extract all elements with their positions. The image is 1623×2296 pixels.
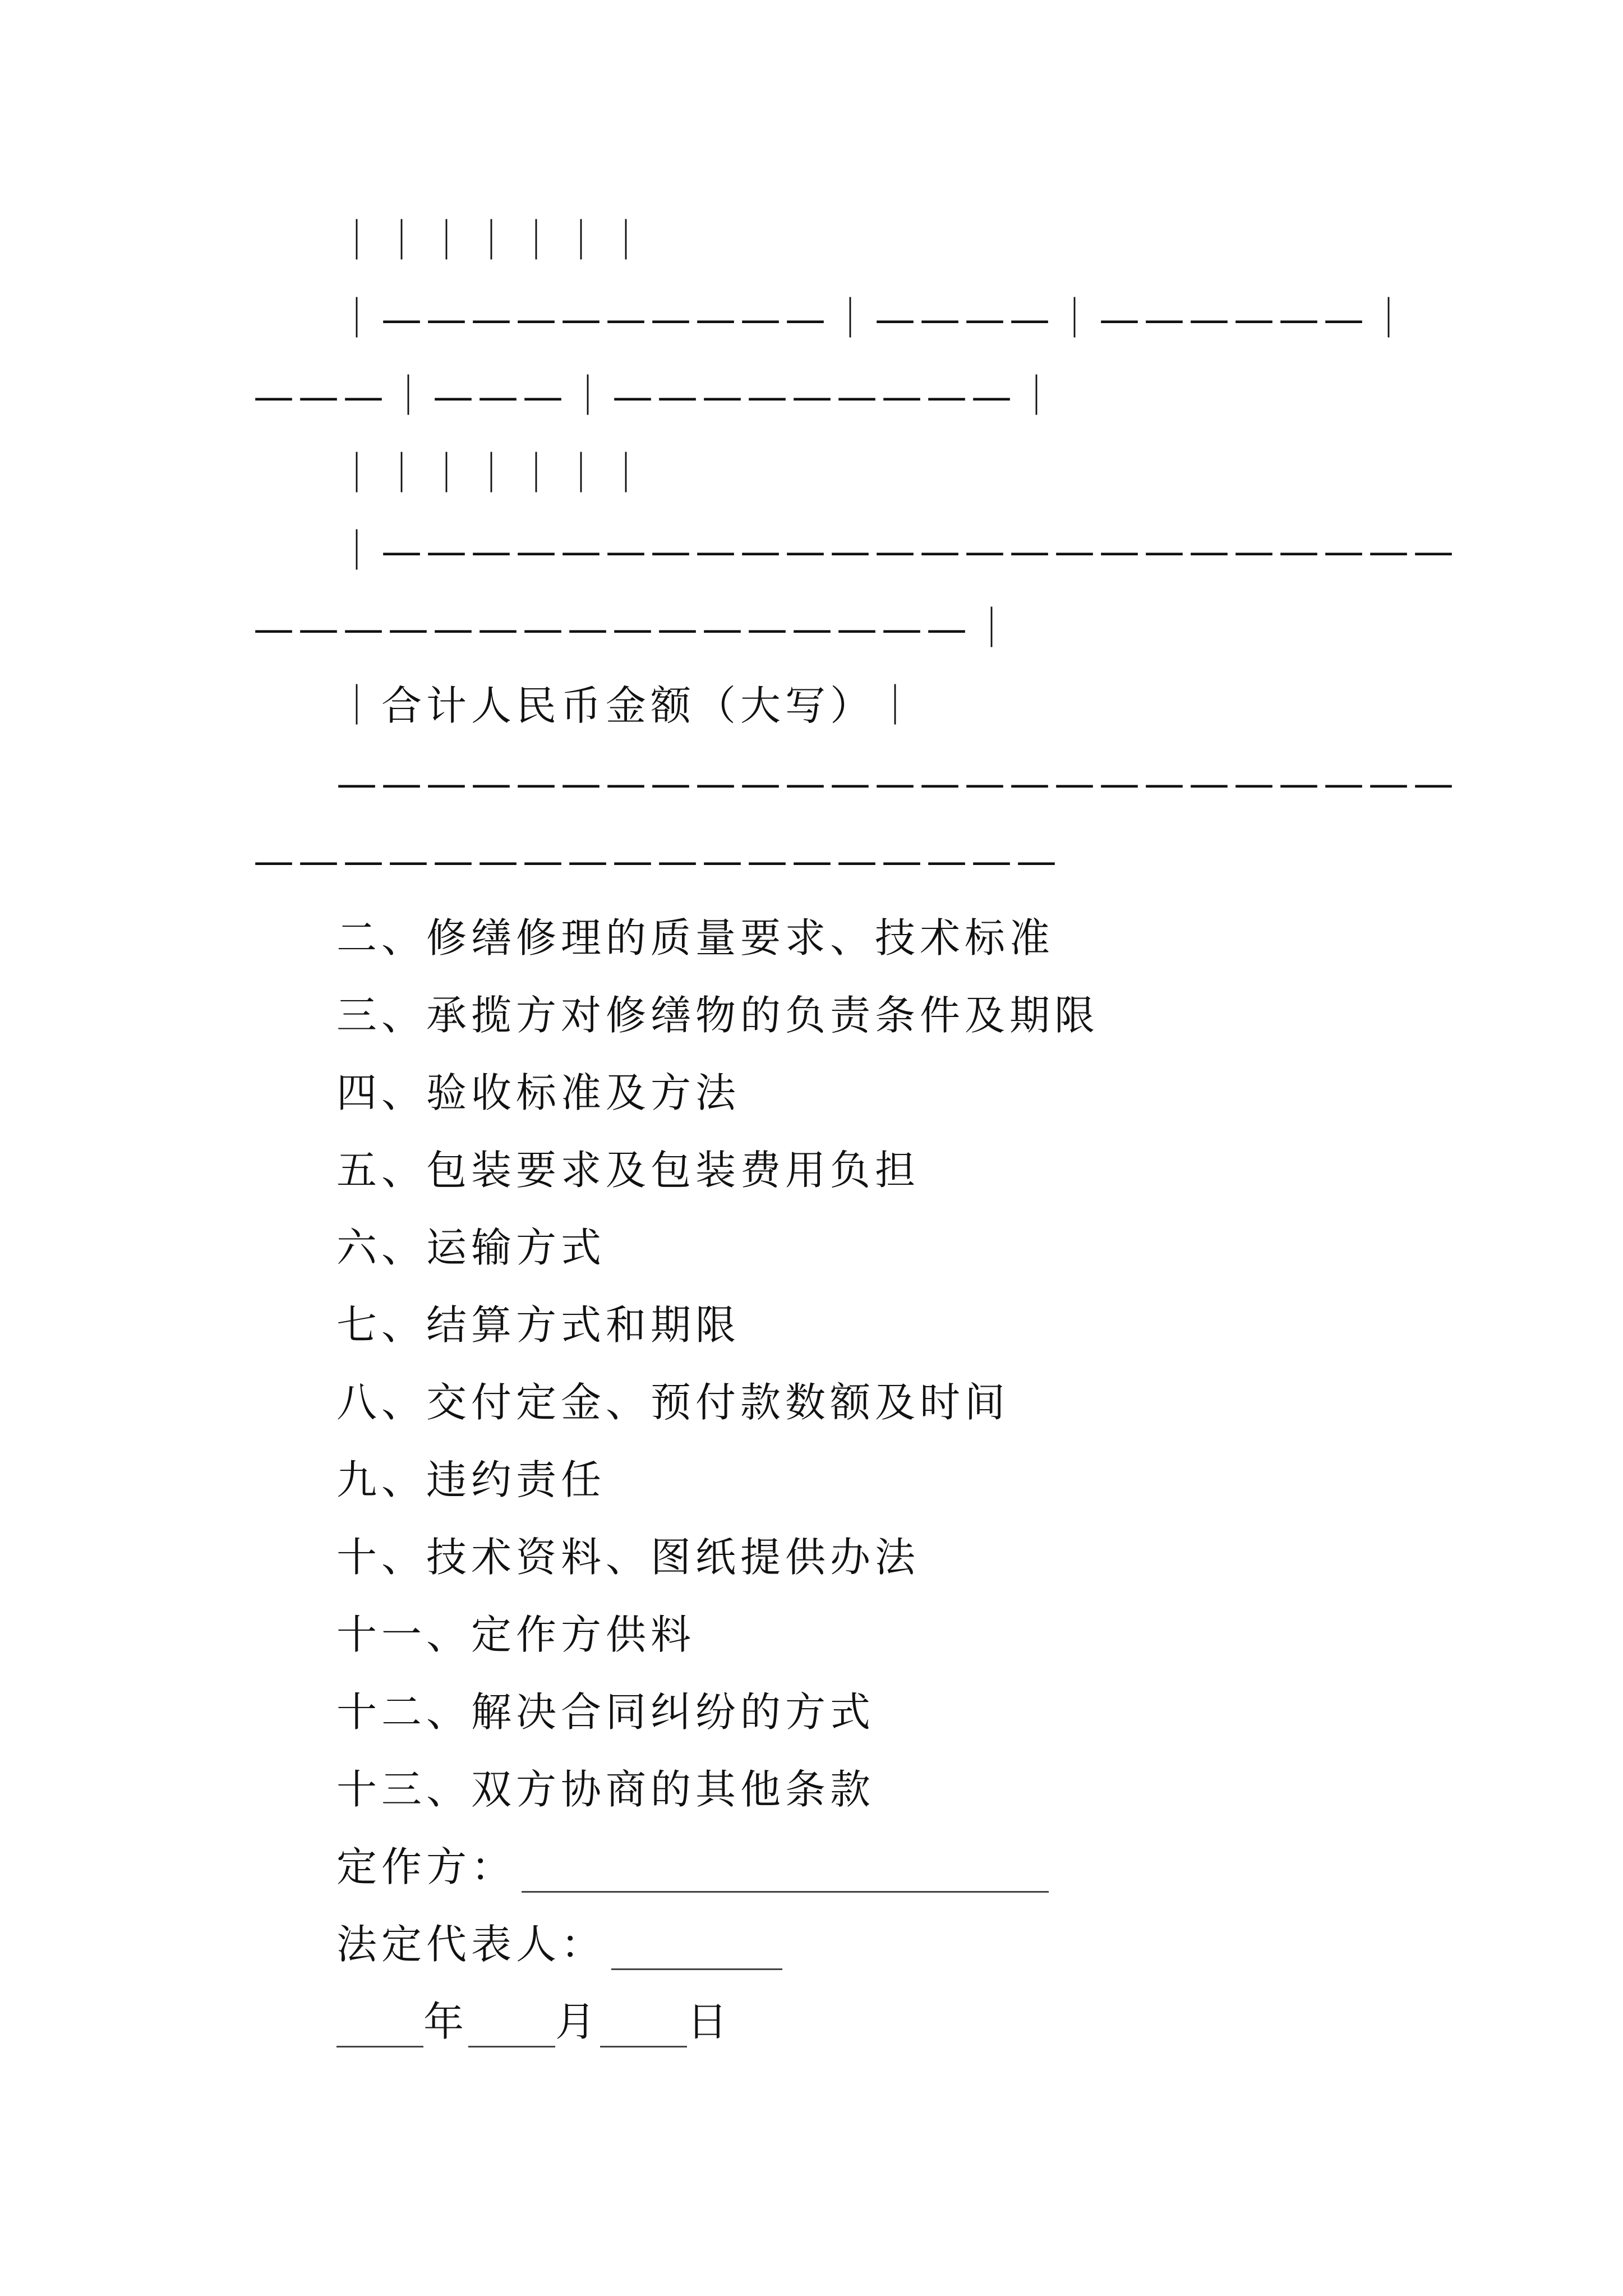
- year-blank-field[interactable]: [336, 2007, 423, 2047]
- day-blank-field[interactable]: [600, 2007, 687, 2047]
- day-label: 日: [687, 1998, 732, 2045]
- table-border-line: ————————————————｜: [253, 605, 1016, 652]
- clause-item: 七、结算方式和期限: [336, 1301, 741, 1349]
- clause-item: 六、运输方式: [336, 1224, 606, 1271]
- clause-item: 十二、解决合同纠纷的方式: [336, 1688, 875, 1736]
- clause-item: 四、验收标准及方法: [336, 1069, 741, 1116]
- table-border-line: ———｜———｜—————————｜: [253, 372, 1061, 420]
- clause-item: 十三、双方协商的其他条款: [336, 1766, 875, 1813]
- table-border-line: ｜｜｜｜｜｜｜: [336, 217, 651, 264]
- party-label: 定作方：: [336, 1843, 517, 1890]
- table-total-row: ｜合计人民币金额（大写）｜: [336, 682, 920, 729]
- table-border-line: ｜————————————————————————: [336, 527, 1458, 574]
- rep-signature-row: [336, 1918, 782, 1970]
- clause-item: 三、承揽方对修缮物的负责条件及期限: [336, 992, 1100, 1039]
- month-label: 月: [555, 1998, 601, 2045]
- table-border-line: —————————————————————————: [336, 760, 1458, 807]
- year-label: 年: [423, 1998, 469, 2045]
- table-border-line: ｜｜｜｜｜｜｜: [336, 450, 651, 497]
- rep-label: 法定代表人：: [336, 1921, 606, 1968]
- table-border-line: ｜——————————｜————｜——————｜: [336, 295, 1413, 342]
- rep-blank-field[interactable]: [611, 1929, 782, 1970]
- clause-item: 十、技术资料、图纸提供办法: [336, 1534, 920, 1581]
- month-blank-field[interactable]: [468, 2007, 555, 2047]
- party-blank-field[interactable]: [522, 1852, 1049, 1893]
- table-border-line: ——————————————————: [253, 837, 1061, 884]
- clause-item: 八、交付定金、预付款数额及时间: [336, 1379, 1010, 1426]
- clause-item: 二、修缮修理的质量要求、技术标准: [336, 914, 1055, 961]
- clause-item: 五、包装要求及包装费用负担: [336, 1147, 920, 1194]
- clause-item: 九、违约责任: [336, 1456, 606, 1503]
- date-row: [336, 1996, 732, 2047]
- clause-item: 十一、定作方供料: [336, 1611, 696, 1658]
- party-signature-row: [336, 1841, 1049, 1893]
